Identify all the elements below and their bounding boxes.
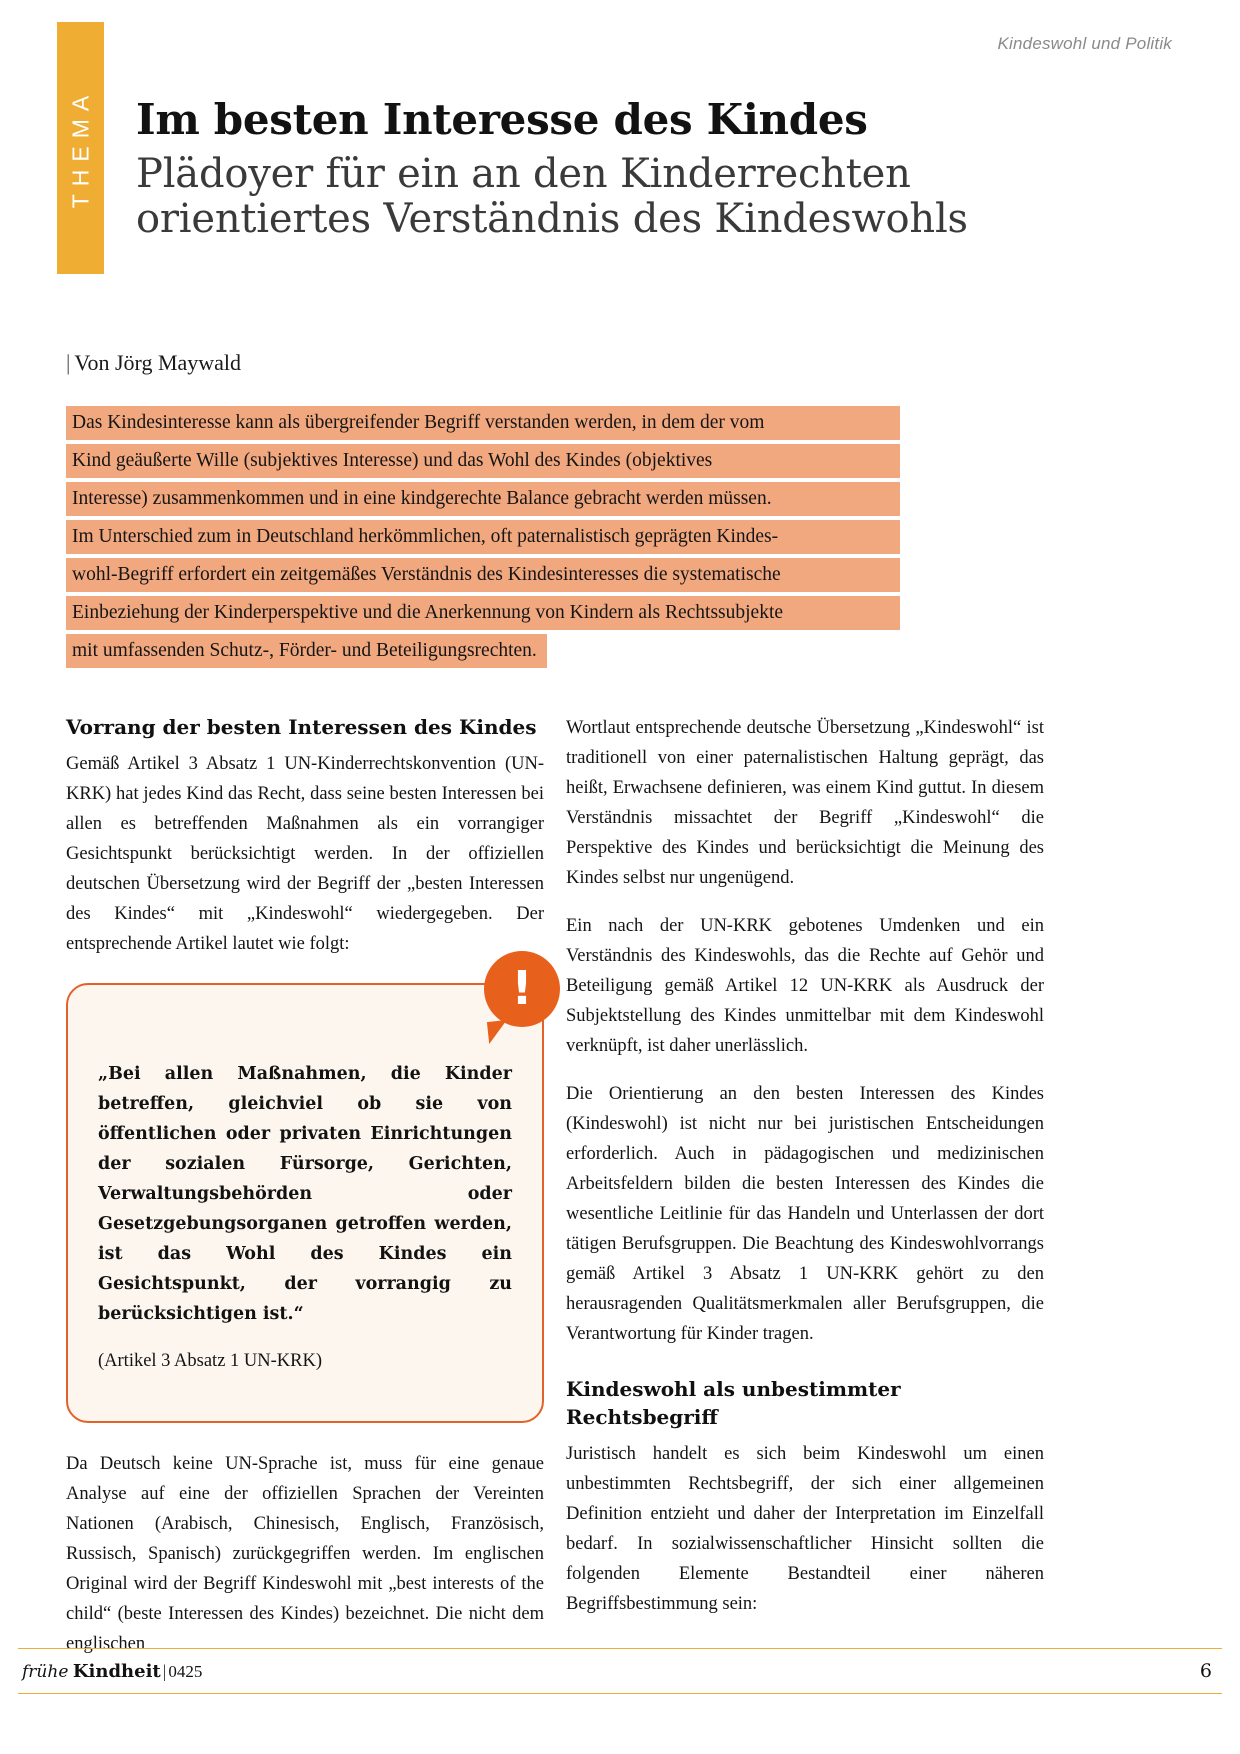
page-number: 6 — [1199, 1660, 1212, 1682]
abstract-line: Im Unterschied zum in Deutschland herkömmlichen, oft paternalistisch geprägten Kindes- — [66, 520, 900, 554]
footer-separator: | — [162, 1660, 167, 1681]
column-spacer — [66, 1423, 544, 1449]
abstract-line: Das Kindesinteresse kann als übergreifender Begriff verstanden werden, in dem der vom — [66, 406, 900, 440]
left-paragraph-2: Da Deutsch keine UN-Sprache ist, muss für eine genaue Analyse auf eine der offiziellen Sprachen der Vereinten Nationen (Arabisch, Chinesisch, Englisch, Französisch, Russisch, Spanisch) zurückgegriffen werden. Im englischen Original wird der Begriff Kindeswohl mit „best interests of the child“ (beste Interessen des Kindes) bezeichnet. Die nicht dem englischen — [66, 1454, 544, 1654]
exclamation-icon — [484, 951, 560, 1027]
running-head: Kindeswohl und Politik — [997, 34, 1172, 53]
page-subtitle — [136, 152, 1086, 243]
exclamation-symbol: ! — [511, 961, 533, 1016]
page-footer — [18, 1648, 1222, 1694]
right-paragraph-4: Juristisch handelt es sich beim Kindeswohl um einen unbestimmten Rechtsbegriff, der sich einer allgemeinen Definition entzieht und daher der Interpretation im Einzelfall bedarf. In sozialwissenschaftlicher Hinsicht sollten die folgenden Elemente Bestandteil einer näheren Begriffsbestimmung sein: — [566, 1444, 1044, 1614]
section-heading-rechtsbegriff: Kindeswohl als unbestimmter Rechtsbegriff — [566, 1377, 901, 1429]
quote-text: „Bei allen Maßnahmen, die Kinder betreffen, gleichviel ob sie von öffentlichen oder privaten Einrichtungen der sozialen Fürsorge, Gerichten, Verwaltungsbehörden oder Gesetzgebungsorganen getroffen werden, ist das Wohl des Kindes ein Gesichtspunkt, der vorrangig zu berücksichtigen ist.“ — [98, 1064, 512, 1324]
right-paragraph-2: Ein nach der UN-KRK gebotenes Umdenken und ein Verständnis des Kindeswohls, das die Rechte auf Gehör und Beteiligung gemäß Artikel 12 UN-KRK als Ausdruck der Subjektstellung des Kindes unmittelbar mit dem Kindeswohl verknüpft, ist daher unerlässlich. — [566, 916, 1044, 1056]
footer-journal-bold: Kindheit — [72, 1660, 161, 1682]
right-column — [566, 713, 1044, 1619]
page-title: Im besten Interesse des Kindes — [136, 95, 868, 144]
right-paragraph-3: Die Orientierung an den besten Interessen des Kindes (Kindeswohl) ist nicht nur bei juristischen Entscheidungen erforderlich. Auch in pädagogischen und medizinischen Arbeitsfeldern bilden die besten Interessen des Kindes die wesentliche Leitlinie für das Handeln und Unterlassen der dort tätigen Berufsgruppen. Die Beachtung des Kindeswohlvorrangs gemäß Artikel 3 Absatz 1 UN-KRK gehört zu den herausragenden Qualitätsmerkmalen aller Berufsgruppen, die Verantwortung für Kinder tragen. — [566, 1084, 1044, 1344]
footer-journal — [22, 1661, 202, 1682]
quote-callout-box — [66, 961, 544, 1423]
right-paragraph-1: Wortlaut entsprechende deutsche Übersetzung „Kindeswohl“ ist traditionell von einer paternalistischen Haltung geprägt, das heißt, Erwachsene definieren, was einem Kind guttut. In diesem Verständnis missachtet der Begriff „Kindeswohl“ die Perspektive des Kindes und berücksichtigt die Meinung des Kindes selbst nur ungenügend. — [566, 718, 1044, 888]
category-tab — [57, 22, 104, 274]
abstract-line: wohl-Begriff erfordert ein zeitgemäßes Verständnis des Kindesinteresses die systematische — [66, 558, 900, 592]
byline-author: Von Jörg Maywald — [74, 350, 242, 375]
title-block — [136, 96, 1086, 243]
abstract-line: mit umfassenden Schutz-, Förder- und Beteiligungsrechten. — [66, 634, 547, 668]
section-heading-vorrang: Vorrang der besten Interessen des Kindes — [66, 715, 537, 739]
abstract-block — [66, 406, 900, 672]
abstract-line: Interesse) zusammenkommen und in eine kindgerechte Balance gebracht werden müssen. — [66, 482, 900, 516]
byline — [66, 350, 241, 376]
left-paragraph-1: Gemäß Artikel 3 Absatz 1 UN-Kinderrechtskonvention (UN-KRK) hat jedes Kind das Recht, dass seine besten Interessen bei allen es betreffenden Maßnahmen als ein vorrangiger Gesichtspunkt berücksichtigt werden. In der offiziellen deutschen Übersetzung wird der Begriff der „besten Interessen des Kindes“ mit „Kindeswohl“ wiedergegeben. Der entsprechende Artikel lautet wie folgt: — [66, 754, 544, 954]
footer-issue: 0425 — [168, 1661, 203, 1681]
footer-journal-italic: frühe — [22, 1661, 69, 1682]
abstract-line: Kind geäußerte Wille (subjektives Interesse) und das Wohl des Kindes (objektives — [66, 444, 900, 478]
page-subtitle-line-1: Plädoyer für ein an den Kinderrechten — [136, 150, 911, 197]
category-tab-label: THEMA — [67, 87, 93, 209]
page-subtitle-line-2: orientiertes Verständnis des Kindeswohls — [136, 196, 968, 243]
byline-bar: | — [66, 350, 71, 375]
quote-source: (Artikel 3 Absatz 1 UN-KRK) — [98, 1351, 323, 1371]
abstract-line: Einbeziehung der Kinderperspektive und die Anerkennung von Kindern als Rechtssubjekte — [66, 596, 900, 630]
left-column — [66, 713, 544, 1659]
